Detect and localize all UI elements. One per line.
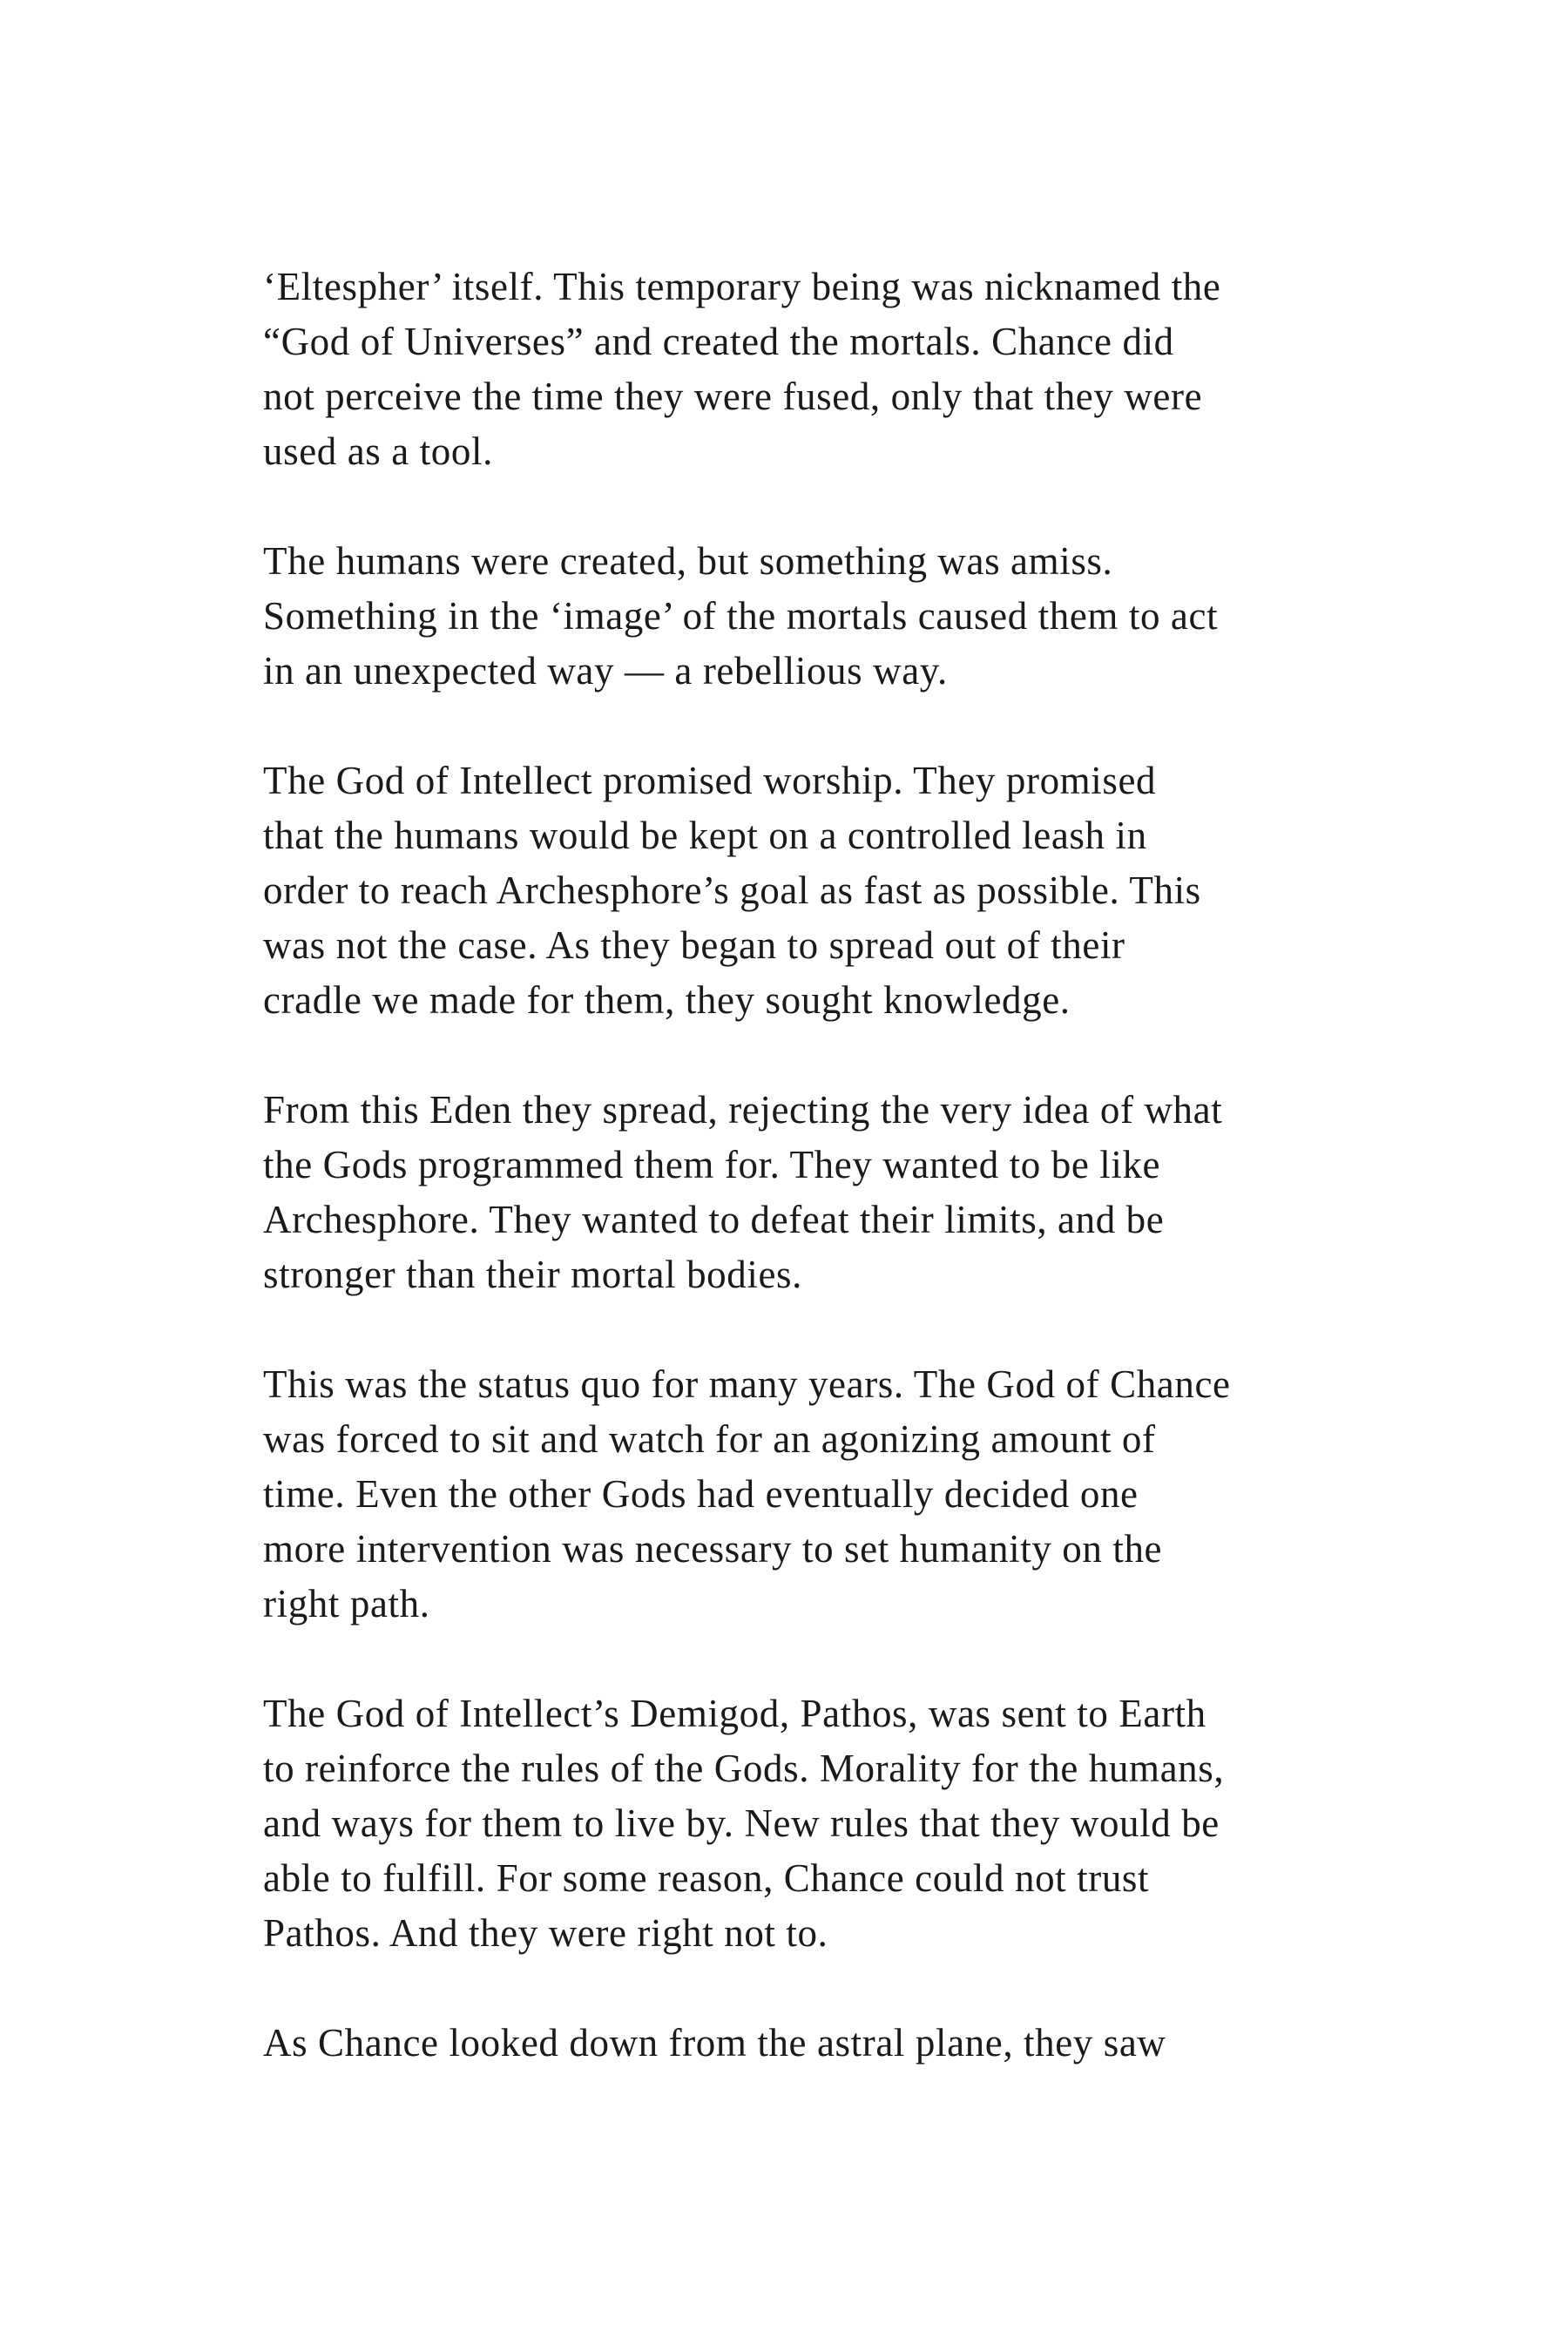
text-line: not perceive the time they were fused, only that they were bbox=[263, 375, 1203, 418]
text-line: The God of Intellect promised worship. They promised bbox=[263, 759, 1157, 802]
paragraph bbox=[263, 534, 1343, 699]
text-line: the Gods programmed them for. They wanted to be like bbox=[263, 1143, 1161, 1186]
text-line: right path. bbox=[263, 1582, 430, 1625]
text-line: Archesphore. They wanted to defeat their limits, and be bbox=[263, 1198, 1165, 1241]
text-line: more intervention was necessary to set humanity on the bbox=[263, 1527, 1163, 1571]
text-line: From this Eden they spread, rejecting the very idea of what bbox=[263, 1088, 1223, 1132]
text-line: able to fulfill. For some reason, Chance could not trust bbox=[263, 1856, 1150, 1900]
text-line: to reinforce the rules of the Gods. Morality for the humans, bbox=[263, 1747, 1225, 1790]
paragraph bbox=[263, 1686, 1343, 1961]
paragraph bbox=[263, 1083, 1343, 1302]
text-line: was not the case. As they began to spread out of their bbox=[263, 923, 1125, 967]
text-line: order to reach Archesphore’s goal as fast as possible. This bbox=[263, 868, 1201, 912]
text-line: stronger than their mortal bodies. bbox=[263, 1253, 803, 1296]
text-line: Something in the ‘image’ of the mortals caused them to act bbox=[263, 594, 1219, 638]
text-line: ‘Eltespher’ itself. This temporary being was nicknamed the bbox=[263, 265, 1221, 308]
paragraph bbox=[263, 1357, 1343, 1632]
text-line: The God of Intellect’s Demigod, Pathos, was sent to Earth bbox=[263, 1692, 1206, 1735]
body-text bbox=[263, 260, 1343, 2126]
text-line: and ways for them to live by. New rules that they would be bbox=[263, 1801, 1220, 1845]
paragraph bbox=[263, 260, 1343, 479]
paragraph bbox=[263, 754, 1343, 1028]
paragraph bbox=[263, 2016, 1343, 2071]
text-line: that the humans would be kept on a controlled leash in bbox=[263, 814, 1147, 857]
text-line: “God of Universes” and created the mortals. Chance did bbox=[263, 320, 1174, 363]
text-line: time. Even the other Gods had eventually decided one bbox=[263, 1472, 1139, 1516]
text-line: As Chance looked down from the astral plane, they saw bbox=[263, 2021, 1166, 2065]
text-line: used as a tool. bbox=[263, 429, 493, 473]
text-line: was forced to sit and watch for an agonizing amount of bbox=[263, 1417, 1156, 1461]
text-line: The humans were created, but something was amiss. bbox=[263, 539, 1113, 583]
text-line: Pathos. And they were right not to. bbox=[263, 1911, 828, 1955]
text-line: in an unexpected way — a rebellious way. bbox=[263, 649, 948, 693]
text-line: cradle we made for them, they sought knowledge. bbox=[263, 978, 1071, 1022]
text-line: This was the status quo for many years. The God of Chance bbox=[263, 1362, 1231, 1406]
